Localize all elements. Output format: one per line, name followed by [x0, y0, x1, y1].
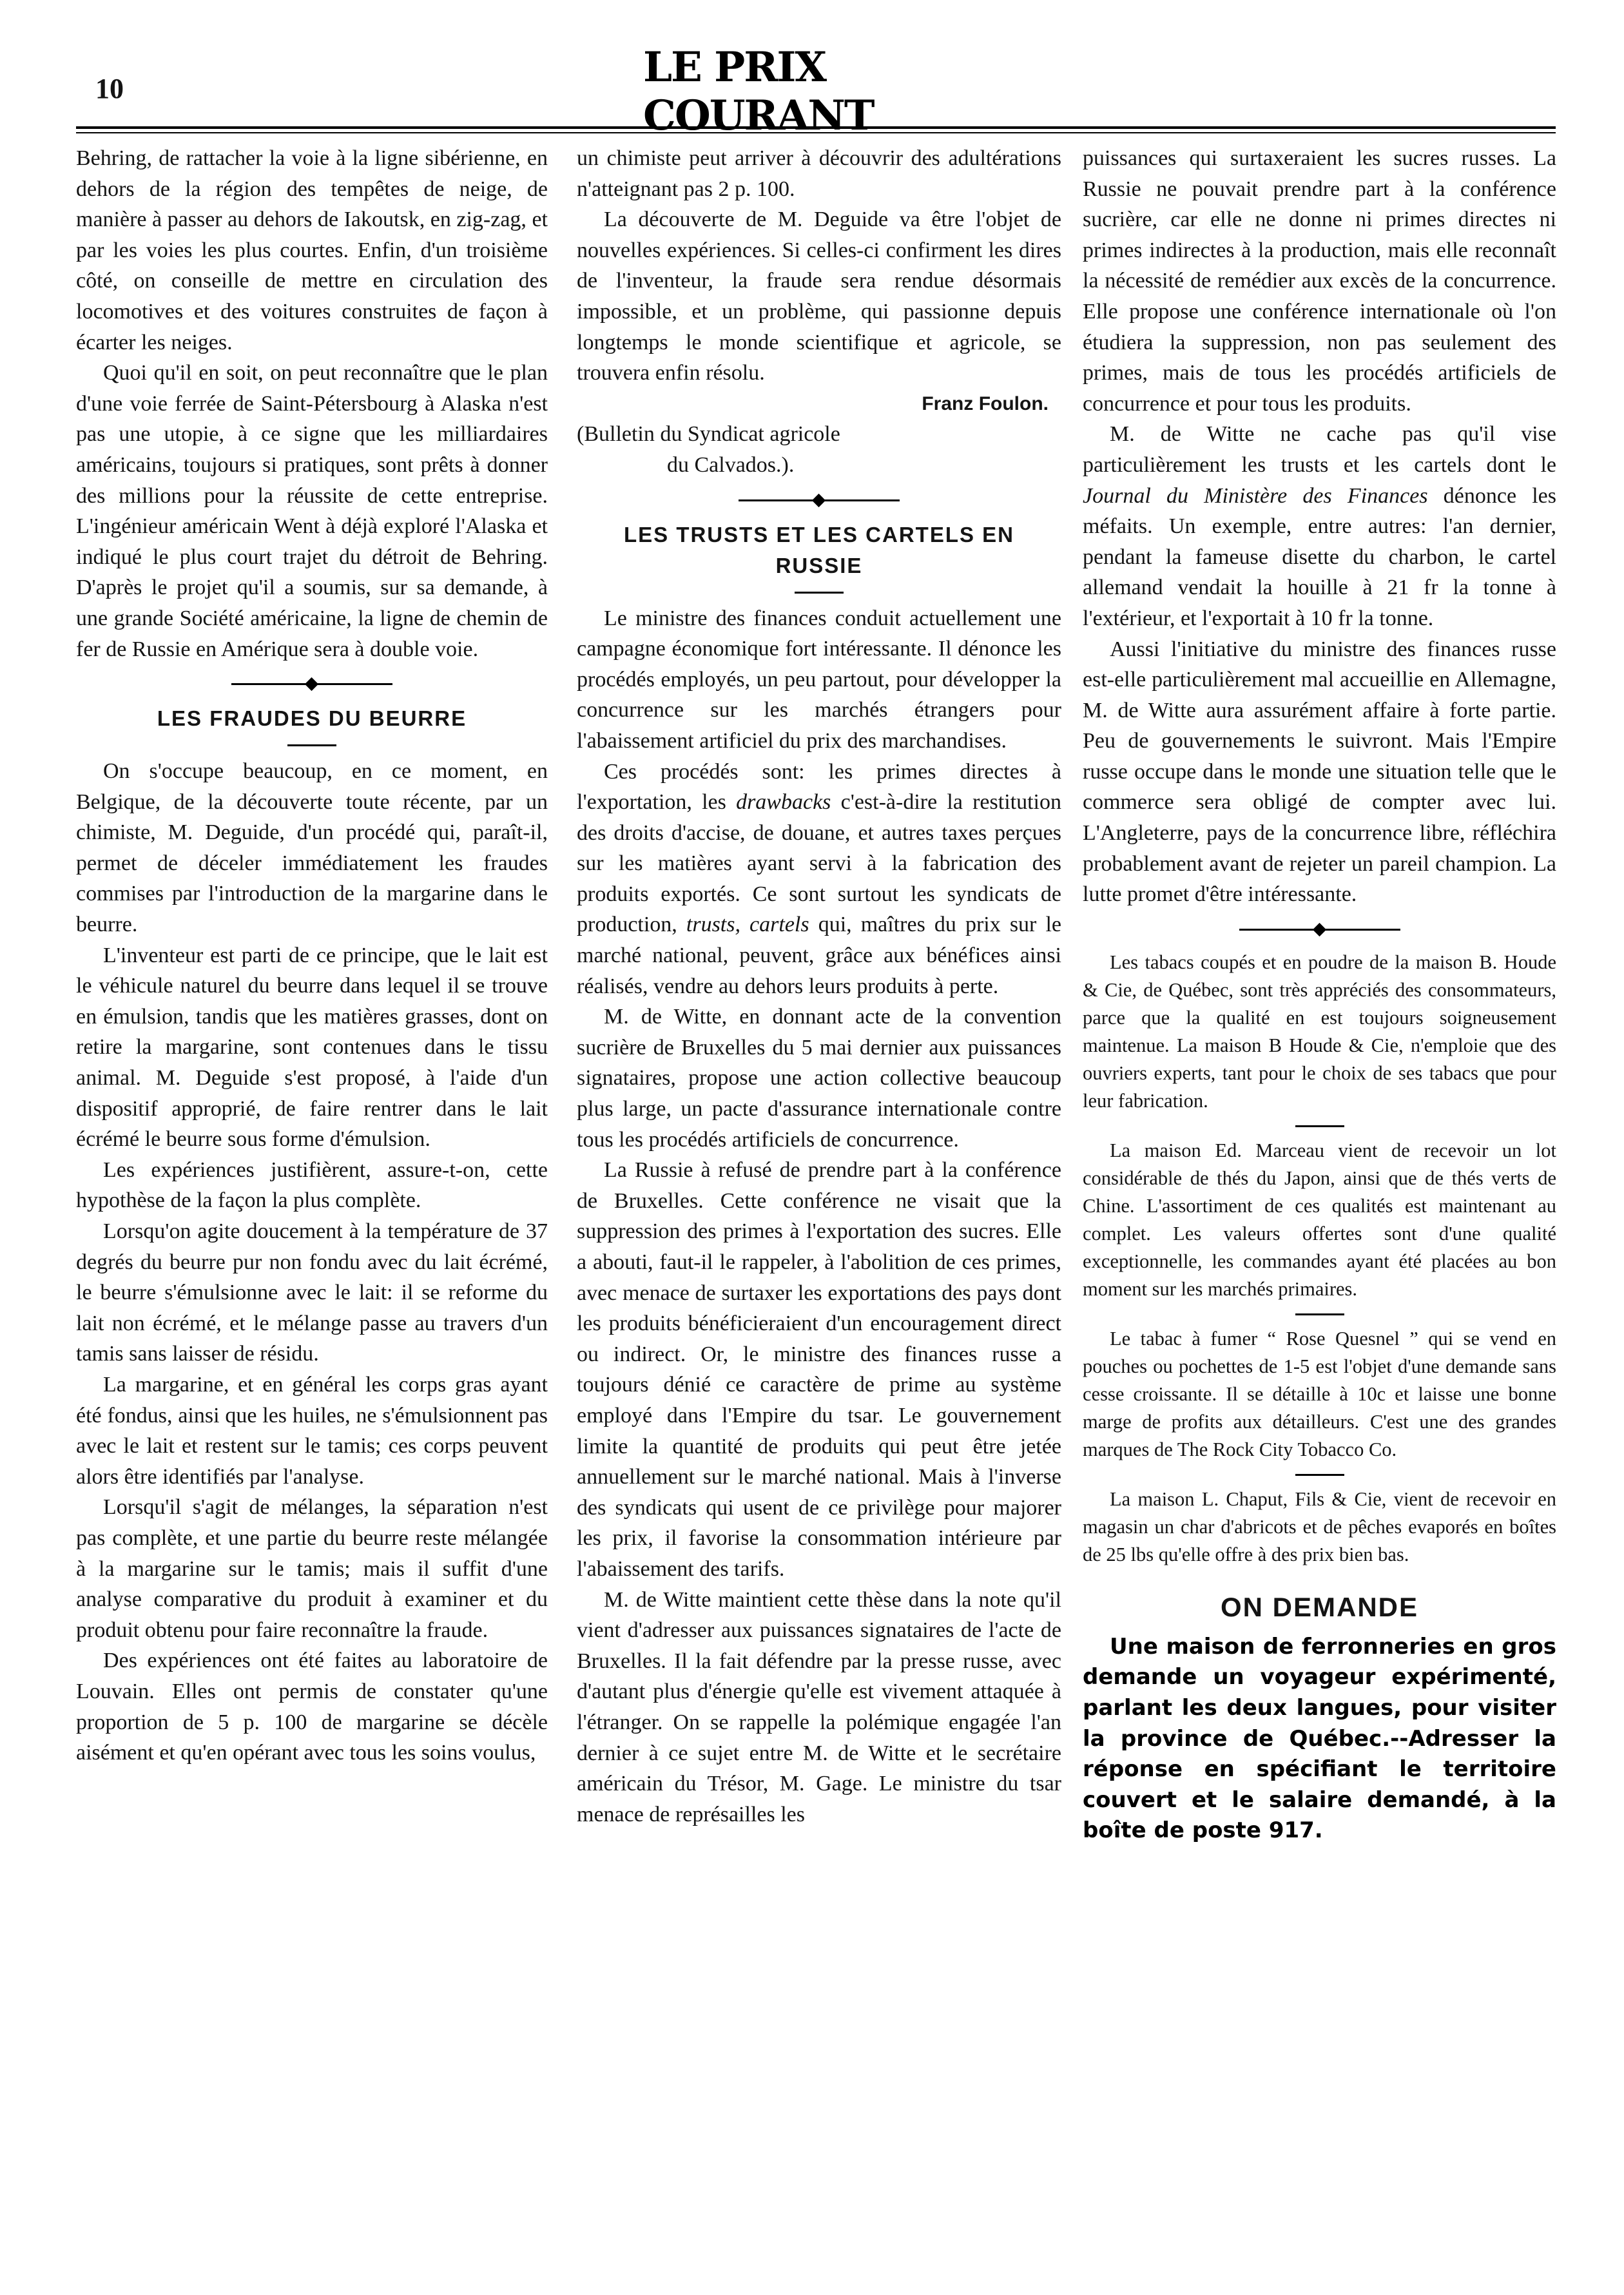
- masthead-title: LE PRIX COURANT: [638, 43, 973, 140]
- paragraph: Des expériences ont été faites au laboratoire de Louvain. Elles ont permis de constater qu'une proportion de 5 p. 100 de margarine se décèle aisément et qu'en opérant avec tous les soins voulus,: [76, 1649, 548, 1765]
- paragraph: Lorsqu'on agite doucement à la température de 37 degrés du beurre pur non fondu avec du lait écrémé, le beurre s'émulsionne avec le lait: il se reforme du lait non écrémé, et le mélange passe au travers d'un tamis sans laisser de résidu.: [76, 1219, 548, 1366]
- paragraph: puissances qui surtaxeraient les sucres russes. La Russie ne pouvait prendre part à la conférence sucrière, car elle ne donne ni primes directes ni primes indirectes à la production, mais elle reconnaît la nécessité de remédier aux excès de la concurrence. Elle propose une conférence internationale où l'on étudiera la suppression, non pas seulement des primes, mais de tous les procédés artificiels de concurrence et pour tous les produits.: [1083, 146, 1556, 416]
- short-rule: [76, 734, 548, 756]
- paragraph: Le ministre des finances conduit actuellement une campagne économique fort intéressante. Il dénonce les procédés employés, un peu partout, pour développer la concurrence sur les marchés étrangers pour l'abaissement artificiel du prix des marchandises.: [577, 606, 1061, 753]
- paragraph: Lorsqu'il s'agit de mélanges, la séparation n'est pas complète, et une partie du beurre reste mélangée à la margarine sur le tamis; mais il suffit d'une analyse comparative du produit à examiner et du produit obtenu pour faire reconnaître la fraude.: [76, 1495, 548, 1642]
- header-rule: [76, 126, 1556, 133]
- paragraph: Quoi qu'il en soit, on peut reconnaître que le plan d'une voie ferrée de Saint-Pétersbourg à Alaska n'est pas une utopie, à ce signe que les milliardaires américains, toujours si pratiques, sont prêts à donner des millions pour la réussite de cette entreprise. L'ingénieur américain Went à déjà exploré l'Alaska et indiqué le plus court trajet du détroit de Behring. D'après le projet qu'il a soumis, sur sa demande, à une grande Société américaine, la ligne de chemin de fer de Russie en Amérique sera à double voie.: [76, 361, 548, 661]
- signature: Franz Foulon.: [922, 392, 1049, 414]
- news-item: Les tabacs coupés et en poudre de la maison B. Houde & Cie, de Québec, sont très appréciés des consommateurs, parce que la qualité en est toujours soigneusement maintenue. La maison B Houde & Cie, n'emploie que des ouvriers experts, tant pour le choix de ses tabacs que pour leur fabrication.: [1083, 951, 1556, 1112]
- paragraph: M. de Witte maintient cette thèse dans la note qu'il vient d'adresser aux puissances signataires de l'acte de Bruxelles. Il la fait défendre par la presse russe, avec d'autant plus d'énergie qu'elle est vivement attaquée à l'étranger. On se rappelle la polémique engagée l'an dernier à ce sujet entre M. de Witte et le secrétaire américain du Trésor, M. Gage. Le ministre du tsar menace de représailles les: [577, 1587, 1061, 1826]
- paragraph: M. de Witte ne cache pas qu'il vise particulièrement les trusts et les cartels dont le Journal du Ministère des Finances dénonce les méfaits. Un exemple, entre autres: l'an dernier, pendant la fameuse disette du charbon, le cartel allemand vendait la houille à 21 fr la tonne à l'extérieur, et l'exportait à 10 fr la tonne.: [1083, 422, 1556, 630]
- paragraph: Les expériences justifièrent, assure-t-on, cette hypothèse de la façon la plus complète.: [76, 1157, 548, 1213]
- short-rule: [1083, 1303, 1556, 1325]
- paragraph: La Russie à refusé de prendre part à la conférence de Bruxelles. Cette conférence ne visait que la suppression des primes à l'exportation des sucres. Elle a abouti, faut-il le rappeler, à l'abolition de ces primes, avec menace de surtaxer les exportations des pays dont les produits bénéficieraient d'un encouragement direct ou indirect. Or, le ministre des finances russe a toujours dénié ce caractère de prime au système employé dans l'Empire du tsar. Le gouvernement limite la quantité de produits qui peut être jetée annuellement sur le marché national. Mais à l'inverse des syndicats qui usent de ce privilège pour majorer les prix, il favorise la consommation intérieure par l'abaissement des tarifs.: [577, 1158, 1061, 1581]
- ornament-divider: [577, 481, 1061, 519]
- paragraph: M. de Witte, en donnant acte de la convention sucrière de Bruxelles du 5 mai dernier aux puissances signataires, propose une action collective beaucoup plus large, un pacte d'assurance internationale contre tous les procédés artificiels de concurrence.: [577, 1005, 1061, 1152]
- paragraph: On s'occupe beaucoup, en ce moment, en Belgique, de la découverte toute récente, par un chimiste, M. Deguide, d'un procédé qui, paraît-il, permet de déceler immédiatement les fraudes commises par l'introduction de la margarine dans le beurre.: [76, 759, 548, 937]
- paragraph: La découverte de M. Deguide va être l'objet de nouvelles expériences. Si celles-ci confirment les dires de l'inventeur, la fraude sera rendue désormais impossible, et un problème, qui passionne depuis longtemps le monde scientifique et agricole, se trouvera enfin résolu.: [577, 208, 1061, 385]
- paragraph: Behring, de rattacher la voie à la ligne sibérienne, en dehors de la région des tempêtes de neige, de manière à passer au dehors de Iakoutsk, en zig-zag, et par les voies les plus courtes. Enfin, d'un troisième côté, on conseille de mettre en circulation des locomotives et des voitures construites de façon à écarter les neiges.: [76, 146, 548, 354]
- column-3: [1083, 143, 1556, 1846]
- ornament-divider: [76, 664, 548, 703]
- short-rule: [577, 581, 1061, 603]
- news-item: La maison L. Chaput, Fils & Cie, vient de recevoir en magasin un char d'abricots et de pêches evaporés en boîtes de 25 lbs qu'elle offre à des prix bien bas.: [1083, 1487, 1556, 1565]
- ad-body: Une maison de ferronneries en gros demande un voyageur expérimenté, parlant les deux langues, pour visiter la province de Québec.--Adresser la réponse en spécifiant le territoire couvert et le salaire demandé, à la boîte de poste 917.: [1083, 1633, 1556, 1844]
- paragraph: Aussi l'initiative du ministre des finances russe est-elle particulièrement mal accueillie en Allemagne, M. de Witte aura assurément affaire à forte partie. Peu de gouvernements le suivront. Mais l'Empire russe occupe dans le monde une situation telle que le commerce sera obligé de compter avec lui. L'Angleterre, pays de la concurrence libre, réfléchira probablement avant de rejeter un pareil champion. La lutte promet d'être intéressante.: [1083, 637, 1556, 907]
- masthead-logo: [638, 43, 973, 140]
- section-heading-fraudes: LES FRAUDES DU BEURRE: [157, 706, 467, 731]
- ornament-divider: [1083, 910, 1556, 949]
- news-item: La maison Ed. Marceau vient de recevoir un lot considérable de thés du Japon, ainsi que de thés verts de Chine. L'assortiment de ces qualités est maintenant au complet. Les valeurs offertes sont d'une qualité exceptionnelle, les commandes ayant été placées au bon moment sur les marchés primaires.: [1083, 1139, 1556, 1300]
- column-2: [577, 143, 1061, 1830]
- citation: du Calvados.).: [667, 452, 795, 477]
- paragraph: L'inventeur est parti de ce principe, que le lait est le véhicule naturel du beurre dans lequel il se trouve en émulsion, tandis que les matières grasses, dont on retire la margarine, sont contenues dans le tissu animal. M. Deguide s'est proposé, à l'aide d'un dispositif approprié, de faire rentrer dans le lait écrémé le beurre sous forme d'émulsion.: [76, 943, 548, 1152]
- citation: (Bulletin du Syndicat agricole: [577, 422, 840, 447]
- page-number: 10: [95, 73, 124, 104]
- short-rule: [1083, 1115, 1556, 1137]
- paragraph: un chimiste peut arriver à découvrir des adultérations n'atteignant pas 2 p. 100.: [577, 146, 1061, 201]
- ad-title: ON DEMANDE: [1220, 1591, 1418, 1622]
- column-1: [76, 143, 548, 1768]
- news-item: Le tabac à fumer “ Rose Quesnel ” qui se vend en pouches ou pochettes de 1-5 est l'objet d'une demande sans cesse croissante. Il se détaille à 10c et laisse une bonne marge de profits aux détailleurs. C'est une des grandes marques de The Rock City Tobacco Co.: [1083, 1327, 1556, 1460]
- paragraph: La margarine, et en général les corps gras ayant été fondus, ainsi que les huiles, ne s'émulsionnent pas avec le lait et restent sur le tamis; ces corps peuvent alors être identifiés par l'analyse.: [76, 1372, 548, 1489]
- section-heading-trusts: LES TRUSTS ET LES CARTELS EN RUSSIE: [623, 522, 1015, 577]
- paragraph: Ces procédés sont: les primes directes à l'exportation, les drawbacks c'est-à-dire la restitution des droits d'accise, de douane, et autres taxes perçues sur les matières ayant servi à la fabrication des produits exportés. Ce sont surtout les syndicats de production, trusts, cartels qui, maîtres du prix sur le marché national, peuvent, grâce aux bénéfices ainsi réalisés, vendre au dehors leurs produits à perte.: [577, 759, 1061, 998]
- short-rule: [1083, 1464, 1556, 1486]
